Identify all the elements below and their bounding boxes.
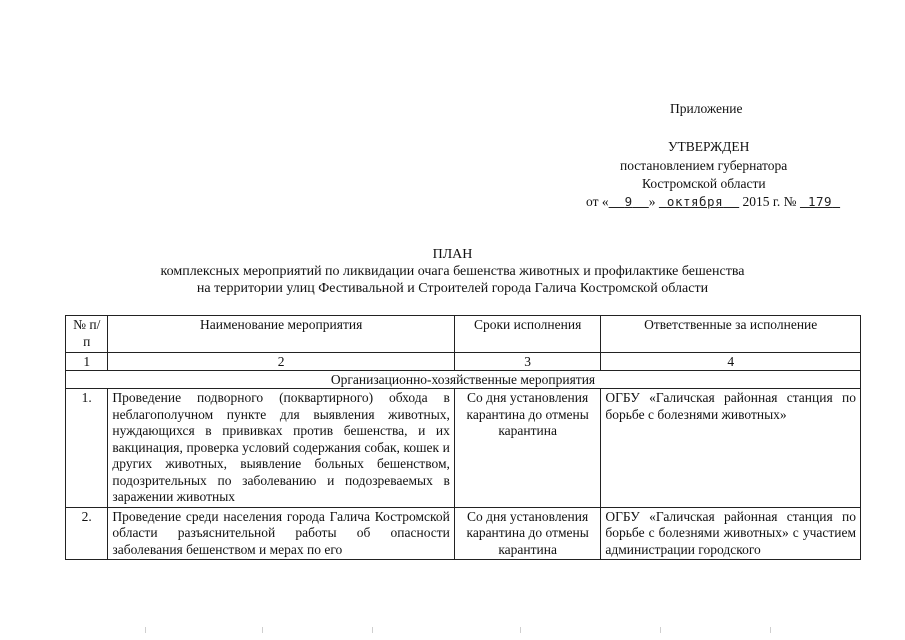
row-name: Проведение среди населения города Галича Костромской области разъяснительной работы об опасности заболевания бешенством и мерах по его bbox=[108, 507, 454, 560]
table-row bbox=[66, 389, 861, 508]
handwritten-number: 179 bbox=[807, 194, 833, 209]
section-title: Организационно-хозяйственные мероприятия bbox=[66, 371, 861, 389]
plan-heading: ПЛАН bbox=[432, 247, 473, 262]
header-num: № п/п bbox=[66, 316, 108, 353]
scan-mark bbox=[372, 627, 373, 633]
handwritten-month: октября bbox=[666, 194, 724, 209]
plan-subtitle-line1: комплексных мероприятий по ликвидации очага бешенства животных и профилактике бешенства bbox=[160, 264, 745, 279]
approval-date-line bbox=[586, 193, 840, 211]
date-prefix: от « bbox=[586, 194, 609, 209]
row-term: Со дня установления карантина до отмены карантина bbox=[454, 507, 600, 560]
plan-table bbox=[65, 315, 861, 560]
table-row bbox=[66, 507, 861, 560]
approved-label: УТВЕРЖДЕН bbox=[668, 139, 750, 154]
table-header-row bbox=[66, 316, 861, 353]
scan-mark bbox=[262, 627, 263, 633]
header-name: Наименование мероприятия bbox=[108, 316, 454, 353]
handwritten-day: 9 bbox=[624, 194, 633, 209]
scan-mark bbox=[145, 627, 146, 633]
scan-mark bbox=[770, 627, 771, 633]
scan-mark bbox=[520, 627, 521, 633]
row-number: 1. bbox=[66, 389, 108, 508]
col-number-1: 1 bbox=[66, 353, 108, 371]
approved-by-line2: Костромской области bbox=[642, 176, 766, 191]
scan-mark bbox=[660, 627, 661, 633]
plan-subtitle-line2: на территории улиц Фестивальной и Строителей города Галича Костромской области bbox=[196, 281, 709, 296]
col-number-3: 3 bbox=[454, 353, 600, 371]
year-text: 2015 г. № bbox=[742, 194, 797, 209]
column-number-row bbox=[66, 353, 861, 371]
col-number-2: 2 bbox=[108, 353, 454, 371]
appendix-label: Приложение bbox=[670, 101, 743, 116]
row-responsible: ОГБУ «Галичская районная станция по борьбе с болезнями животных» bbox=[601, 389, 861, 508]
col-number-4: 4 bbox=[601, 353, 861, 371]
row-term: Со дня установления карантина до отмены карантина bbox=[454, 389, 600, 508]
approved-by-line1: постановлением губернатора bbox=[620, 158, 788, 173]
date-mid: » bbox=[648, 194, 656, 209]
row-name: Проведение подворного (поквартирного) обхода в неблагополучном пункте для выявления животных, нуждающихся в прививках против бешенства, и их вакцинация, проверка условий содержания собак, кошек и других животных, выявление больных бешенством, подозрительных по заболеванию и подозреваемых в заражении животных bbox=[108, 389, 454, 508]
section-row bbox=[66, 371, 861, 389]
row-responsible: ОГБУ «Галичская районная станция по борьбе с болезнями животных» с участием администрации городского bbox=[601, 507, 861, 560]
header-term: Сроки исполнения bbox=[454, 316, 600, 353]
header-responsible: Ответственные за исполнение bbox=[601, 316, 861, 353]
row-number: 2. bbox=[66, 507, 108, 560]
plan-title bbox=[0, 246, 905, 297]
